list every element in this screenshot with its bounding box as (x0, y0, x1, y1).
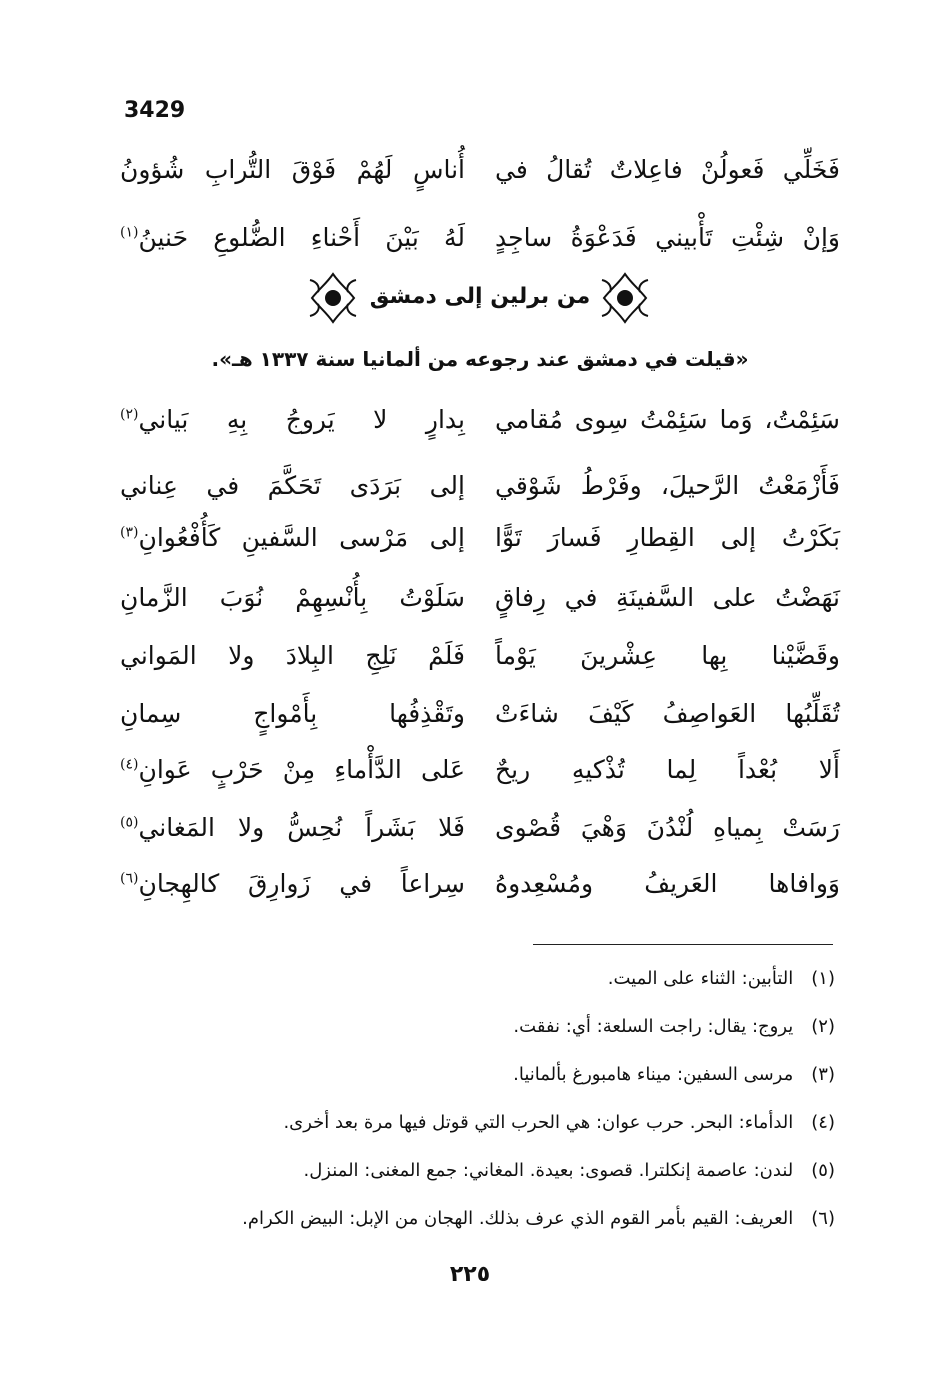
verse-second-hemistich (120, 694, 465, 734)
verse-second-hemistich (120, 864, 465, 904)
verse-row (120, 150, 840, 194)
verse-first-hemistich: رَسَتْ بِمياهِ لُنْدُنَ وَهْيَ قُصْوى (495, 813, 840, 842)
verse-row (120, 808, 840, 852)
footnote-text: يروج: يقال: راجت السلعة: أي: نفقت. (513, 1016, 794, 1037)
verse-row (120, 636, 840, 680)
verse-second-hemistich (120, 466, 465, 506)
verse-first-hemistich: تُقَلِّبُها العَواصِفُ كَيْفَ شاءَتْ (495, 699, 840, 728)
verse-row (120, 694, 840, 738)
page-number: ٢٢٥ (449, 1262, 491, 1287)
section-intro: «قيلت في دمشق عند رجوعه من ألمانيا سنة ١٣٣٧ هـ». (211, 347, 749, 371)
ornament-icon (598, 270, 652, 326)
footnote (115, 1108, 835, 1138)
footnote (115, 1012, 835, 1042)
verse-row (120, 750, 840, 794)
verse-row (120, 466, 840, 510)
verse-text: سِراعاً في زَوارِقَ كالهِجانِ (138, 869, 465, 898)
verse-row (120, 400, 840, 444)
verse-text: عَلى الدَّأْماءِ مِنْ حَرْبٍ عَوانِ (138, 755, 465, 784)
verse-first-hemistich: نَهَضْتُ على السَّفينَةِ في رِفاقٍ (495, 583, 840, 612)
footnote (115, 1060, 835, 1090)
verse-first-hemistich: فَأَزْمَعْتُ الرَّحيلَ، وفَرْطُ شَوْقي (495, 471, 840, 500)
footnote-text: الدأماء: البحر. حرب عوان: هي الحرب التي قوتل فيها مرة بعد أخرى. (283, 1112, 794, 1133)
verse-text: لَهُ بَيْنَ أَحْناءِ الضُّلوعِ حَنينُ (138, 223, 465, 252)
verse-second-hemistich (120, 750, 465, 790)
verse-row (120, 864, 840, 908)
footnote (115, 964, 835, 994)
footnote-ref: (١) (120, 224, 139, 241)
footnote (115, 1204, 835, 1234)
verse-first-hemistich: وقَضَّيْنا بِها عِشْرينَ يَوْماً (495, 641, 840, 670)
footnote-number: (٢) (811, 1016, 835, 1037)
verse-text: فَلَمْ نَلِجِ البِلادَ ولا المَواني (120, 641, 465, 670)
verse-text: إلى مَرْسى السَّفينِ كَأُفْعُوانِ (138, 523, 465, 552)
verse-first-hemistich: وَإنْ شِئْتِ تَأْبيني فَدَعْوَةُ ساجِدٍ (495, 223, 840, 252)
footnote-number: (٦) (811, 1208, 835, 1229)
verse-text: سَلَوْتُ بِأُنْسِهِمْ نُوَبَ الزَّمانِ (120, 583, 465, 612)
verse-second-hemistich (120, 636, 465, 676)
verse-second-hemistich (120, 400, 465, 440)
footnote-number: (٥) (811, 1160, 835, 1181)
footnote-number: (١) (811, 968, 835, 989)
footnote-text: العريف: القيم بأمر القوم الذي عرف بذلك. الهجان من الإبل: البيض الكرام. (242, 1208, 794, 1229)
footnote-text: لندن: عاصمة إنكلترا. قصوى: بعيدة. المغاني: جمع المغنى: المنزل. (303, 1160, 794, 1181)
verse-second-hemistich (120, 808, 465, 848)
verse-first-hemistich: سَئِمْتُ، وَما سَئِمْتُ سِوى مُقامي (495, 405, 840, 434)
verse-row (120, 578, 840, 622)
verse-first-hemistich: أَلا بُعْداً لِما تُذْكيهِ ريحٌ (495, 755, 840, 784)
footnote-ref: (٤) (120, 756, 139, 773)
verse-second-hemistich (120, 578, 465, 618)
footnote-text: مرسى السفين: ميناء هامبورغ بألمانيا. (513, 1064, 794, 1085)
footnote-text: التأبين: الثناء على الميت. (607, 968, 794, 989)
verse-text: وتَقْذِفُها بِأَمْواجٍ سِمانِ (120, 699, 465, 728)
footnote (115, 1156, 835, 1186)
footnote-divider (533, 944, 833, 945)
ornament-icon (306, 270, 360, 326)
footnote-number: (٤) (811, 1112, 835, 1133)
footnote-number: (٣) (811, 1064, 835, 1085)
verse-text: فَلا بَشَراً نُحِسُّ ولا المَغاني (138, 813, 465, 842)
verse-row (120, 518, 840, 562)
verse-row (120, 218, 840, 262)
footnote-ref: (٦) (120, 870, 139, 887)
verse-text: بِدارٍ لا يَروجُ بِهِ بَياني (138, 405, 465, 434)
footnote-ref: (٣) (120, 524, 139, 541)
section-header (300, 268, 660, 330)
verse-second-hemistich (120, 150, 465, 190)
verse-first-hemistich: فَخَلِّي فَعولُنْ فاعِلاتٌ تُقالُ في (495, 155, 840, 184)
verse-first-hemistich: بَكَرْتُ إلى القِطارِ فَسارَ تَوًّا (495, 523, 840, 552)
page-id: 3429 (124, 98, 186, 123)
footnote-ref: (٢) (120, 406, 139, 423)
verse-second-hemistich (120, 218, 465, 258)
verse-text: إلى بَرَدَى تَحَكَّمَ في عِناني (120, 471, 465, 500)
verse-text: أُناسٍ لَهُمْ فَوْقَ التُّرابِ شُؤونُ (120, 155, 465, 184)
section-title: من برلين إلى دمشق (369, 284, 591, 309)
verse-first-hemistich: وَوافاها العَريفُ ومُسْعِدوهُ (495, 869, 840, 898)
footnote-ref: (٥) (120, 814, 139, 831)
verse-second-hemistich (120, 518, 465, 558)
